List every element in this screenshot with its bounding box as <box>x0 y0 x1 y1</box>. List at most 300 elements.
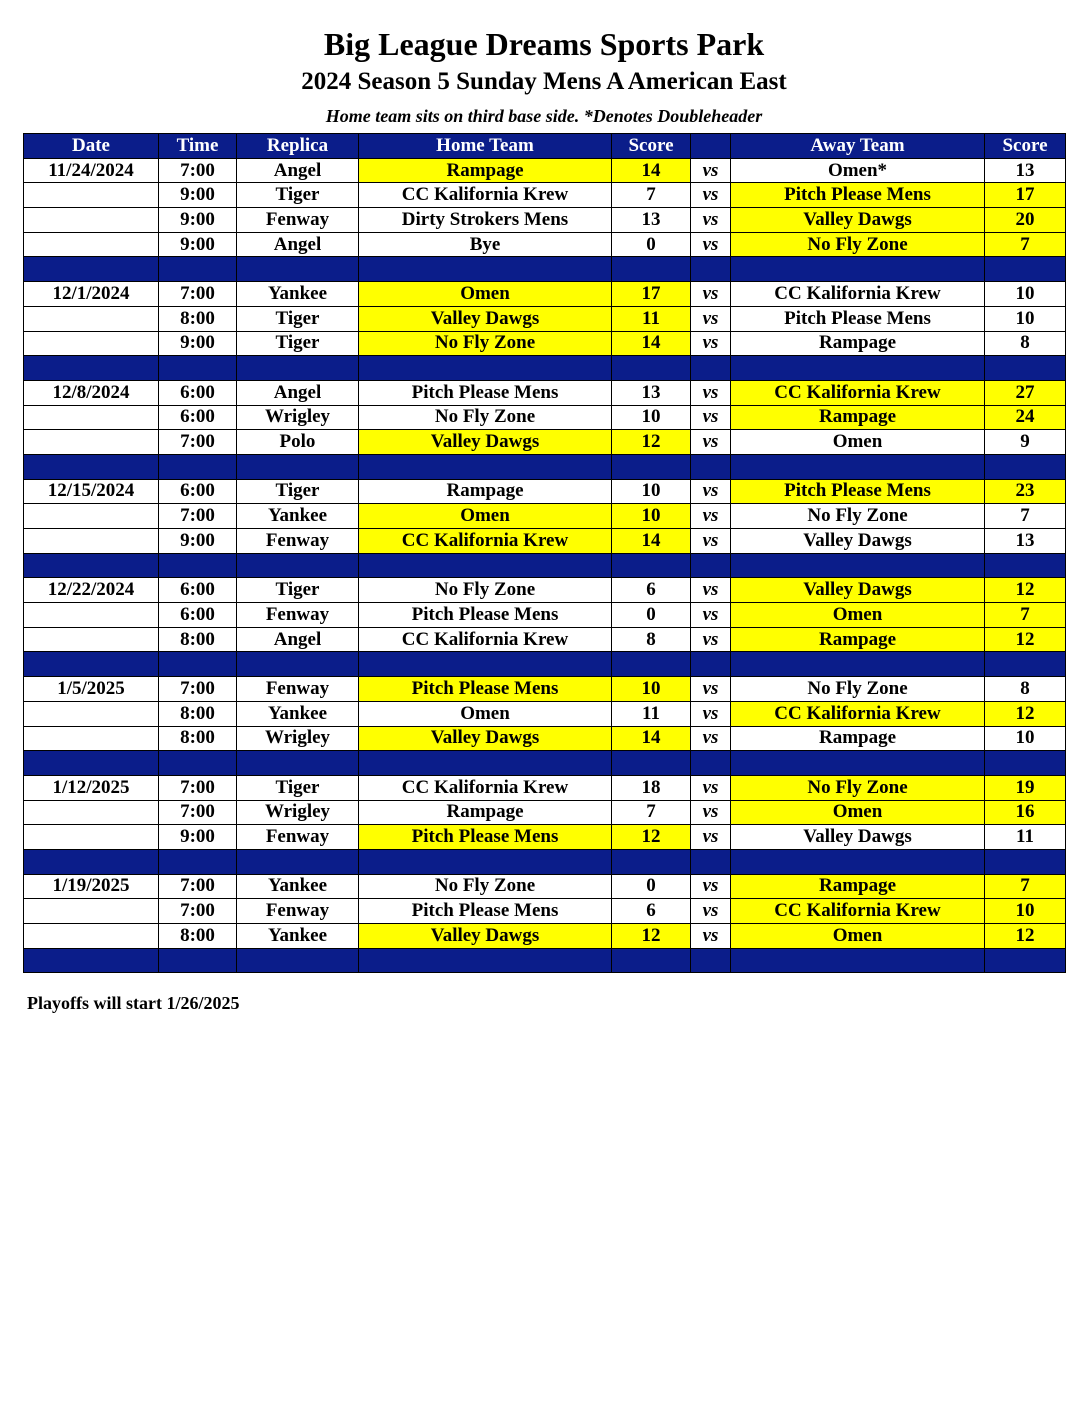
game-date: 12/1/2024 <box>24 282 159 307</box>
away-score: 16 <box>985 800 1066 825</box>
home-score: 6 <box>612 578 691 603</box>
game-replica: Fenway <box>237 529 359 554</box>
separator-cell <box>159 849 237 874</box>
schedule-table <box>23 133 1066 973</box>
week-separator-row <box>24 454 1066 479</box>
home-team: CC Kalifornia Krew <box>359 627 612 652</box>
game-date <box>24 232 159 257</box>
away-score: 27 <box>985 380 1066 405</box>
game-replica: Wrigley <box>237 800 359 825</box>
vs-label: vs <box>691 430 731 455</box>
week-separator-row <box>24 257 1066 282</box>
vs-label: vs <box>691 232 731 257</box>
vs-label: vs <box>691 578 731 603</box>
game-time: 9:00 <box>159 232 237 257</box>
separator-cell <box>612 948 691 973</box>
table-row <box>24 183 1066 208</box>
table-row <box>24 504 1066 529</box>
separator-cell <box>985 948 1066 973</box>
game-replica: Tiger <box>237 183 359 208</box>
away-score: 11 <box>985 825 1066 850</box>
home-score: 7 <box>612 183 691 208</box>
home-score: 13 <box>612 208 691 233</box>
separator-cell <box>237 751 359 776</box>
away-score: 7 <box>985 603 1066 628</box>
table-row <box>24 331 1066 356</box>
table-row <box>24 924 1066 949</box>
away-team: Rampage <box>731 331 985 356</box>
away-team: Omen <box>731 430 985 455</box>
table-row <box>24 701 1066 726</box>
home-score: 10 <box>612 677 691 702</box>
vs-label: vs <box>691 529 731 554</box>
schedule-body <box>24 158 1066 973</box>
separator-cell <box>985 751 1066 776</box>
away-score: 24 <box>985 405 1066 430</box>
separator-cell <box>24 257 159 282</box>
away-team: Omen <box>731 603 985 628</box>
game-time: 6:00 <box>159 578 237 603</box>
game-time: 8:00 <box>159 306 237 331</box>
game-time: 6:00 <box>159 380 237 405</box>
home-score: 14 <box>612 158 691 183</box>
home-score: 0 <box>612 874 691 899</box>
game-replica: Polo <box>237 430 359 455</box>
header-vs <box>691 134 731 159</box>
vs-label: vs <box>691 380 731 405</box>
game-date <box>24 183 159 208</box>
game-date: 12/8/2024 <box>24 380 159 405</box>
game-date <box>24 627 159 652</box>
separator-cell <box>359 652 612 677</box>
game-replica: Yankee <box>237 924 359 949</box>
table-header-row <box>24 134 1066 159</box>
home-team: Pitch Please Mens <box>359 380 612 405</box>
game-date: 1/19/2025 <box>24 874 159 899</box>
header-date: Date <box>24 134 159 159</box>
home-score: 14 <box>612 726 691 751</box>
vs-label: vs <box>691 282 731 307</box>
game-time: 7:00 <box>159 874 237 899</box>
game-time: 7:00 <box>159 158 237 183</box>
game-replica: Yankee <box>237 282 359 307</box>
game-time: 8:00 <box>159 627 237 652</box>
away-team: Valley Dawgs <box>731 208 985 233</box>
game-replica: Tiger <box>237 775 359 800</box>
home-team: CC Kalifornia Krew <box>359 775 612 800</box>
table-row <box>24 529 1066 554</box>
home-team: Rampage <box>359 800 612 825</box>
home-score: 11 <box>612 701 691 726</box>
home-score: 10 <box>612 504 691 529</box>
away-score: 10 <box>985 306 1066 331</box>
home-team: Valley Dawgs <box>359 924 612 949</box>
vs-label: vs <box>691 504 731 529</box>
home-score: 12 <box>612 430 691 455</box>
table-row <box>24 627 1066 652</box>
game-time: 9:00 <box>159 331 237 356</box>
game-date <box>24 603 159 628</box>
home-team: No Fly Zone <box>359 405 612 430</box>
home-score: 0 <box>612 232 691 257</box>
game-replica: Wrigley <box>237 405 359 430</box>
separator-cell <box>612 849 691 874</box>
vs-label: vs <box>691 924 731 949</box>
away-team: Rampage <box>731 627 985 652</box>
vs-label: vs <box>691 306 731 331</box>
home-team: Valley Dawgs <box>359 306 612 331</box>
table-row <box>24 430 1066 455</box>
game-date <box>24 331 159 356</box>
separator-cell <box>24 652 159 677</box>
home-score: 10 <box>612 479 691 504</box>
table-row <box>24 825 1066 850</box>
game-time: 7:00 <box>159 899 237 924</box>
away-team: No Fly Zone <box>731 232 985 257</box>
home-team: Pitch Please Mens <box>359 899 612 924</box>
game-replica: Tiger <box>237 331 359 356</box>
separator-cell <box>691 948 731 973</box>
away-team: Pitch Please Mens <box>731 479 985 504</box>
game-replica: Angel <box>237 158 359 183</box>
vs-label: vs <box>691 627 731 652</box>
away-team: Valley Dawgs <box>731 825 985 850</box>
game-replica: Angel <box>237 380 359 405</box>
week-separator-row <box>24 948 1066 973</box>
separator-cell <box>612 257 691 282</box>
separator-cell <box>359 257 612 282</box>
vs-label: vs <box>691 603 731 628</box>
game-replica: Tiger <box>237 578 359 603</box>
separator-cell <box>237 356 359 381</box>
game-date <box>24 208 159 233</box>
game-time: 6:00 <box>159 479 237 504</box>
table-row <box>24 306 1066 331</box>
home-team: Pitch Please Mens <box>359 677 612 702</box>
game-date: 12/22/2024 <box>24 578 159 603</box>
separator-cell <box>985 849 1066 874</box>
separator-cell <box>24 751 159 776</box>
table-row <box>24 405 1066 430</box>
separator-cell <box>159 751 237 776</box>
separator-cell <box>159 454 237 479</box>
table-row <box>24 208 1066 233</box>
table-row <box>24 158 1066 183</box>
separator-cell <box>237 652 359 677</box>
away-team: Pitch Please Mens <box>731 306 985 331</box>
table-row <box>24 677 1066 702</box>
game-date <box>24 701 159 726</box>
separator-cell <box>985 454 1066 479</box>
separator-cell <box>731 257 985 282</box>
separator-cell <box>731 849 985 874</box>
page-subtitle: 2024 Season 5 Sunday Mens A American East <box>301 68 787 95</box>
game-replica: Angel <box>237 232 359 257</box>
separator-cell <box>359 751 612 776</box>
game-date <box>24 800 159 825</box>
separator-cell <box>691 454 731 479</box>
away-score: 17 <box>985 183 1066 208</box>
week-separator-row <box>24 849 1066 874</box>
game-time: 8:00 <box>159 924 237 949</box>
table-row <box>24 479 1066 504</box>
away-score: 20 <box>985 208 1066 233</box>
game-replica: Wrigley <box>237 726 359 751</box>
game-replica: Fenway <box>237 208 359 233</box>
separator-cell <box>237 553 359 578</box>
vs-label: vs <box>691 158 731 183</box>
away-score: 12 <box>985 578 1066 603</box>
separator-cell <box>24 948 159 973</box>
header-away-score: Score <box>985 134 1066 159</box>
home-team: CC Kalifornia Krew <box>359 529 612 554</box>
vs-label: vs <box>691 800 731 825</box>
home-team: No Fly Zone <box>359 331 612 356</box>
vs-label: vs <box>691 775 731 800</box>
away-team: Omen* <box>731 158 985 183</box>
separator-cell <box>612 652 691 677</box>
week-separator-row <box>24 356 1066 381</box>
separator-cell <box>359 849 612 874</box>
separator-cell <box>24 553 159 578</box>
away-score: 7 <box>985 874 1066 899</box>
home-team: Omen <box>359 282 612 307</box>
game-time: 9:00 <box>159 529 237 554</box>
game-time: 7:00 <box>159 430 237 455</box>
separator-cell <box>731 948 985 973</box>
game-time: 9:00 <box>159 208 237 233</box>
table-row <box>24 899 1066 924</box>
away-team: Rampage <box>731 405 985 430</box>
separator-cell <box>359 356 612 381</box>
separator-cell <box>237 454 359 479</box>
separator-cell <box>691 356 731 381</box>
game-time: 7:00 <box>159 677 237 702</box>
game-date: 1/5/2025 <box>24 677 159 702</box>
week-separator-row <box>24 751 1066 776</box>
home-score: 14 <box>612 529 691 554</box>
away-team: CC Kalifornia Krew <box>731 282 985 307</box>
game-replica: Yankee <box>237 701 359 726</box>
table-row <box>24 775 1066 800</box>
game-replica: Tiger <box>237 479 359 504</box>
table-row <box>24 380 1066 405</box>
separator-cell <box>159 553 237 578</box>
away-score: 10 <box>985 282 1066 307</box>
game-date <box>24 726 159 751</box>
separator-cell <box>731 454 985 479</box>
away-score: 8 <box>985 677 1066 702</box>
vs-label: vs <box>691 701 731 726</box>
table-row <box>24 282 1066 307</box>
separator-cell <box>985 553 1066 578</box>
separator-cell <box>159 652 237 677</box>
away-score: 9 <box>985 430 1066 455</box>
page-title: Big League Dreams Sports Park <box>323 26 765 62</box>
separator-cell <box>237 948 359 973</box>
away-team: CC Kalifornia Krew <box>731 701 985 726</box>
separator-cell <box>731 652 985 677</box>
separator-cell <box>24 356 159 381</box>
vs-label: vs <box>691 825 731 850</box>
game-date <box>24 306 159 331</box>
separator-cell <box>159 257 237 282</box>
away-team: Omen <box>731 924 985 949</box>
vs-label: vs <box>691 405 731 430</box>
header-replica: Replica <box>237 134 359 159</box>
separator-cell <box>731 751 985 776</box>
separator-cell <box>159 356 237 381</box>
separator-cell <box>691 553 731 578</box>
home-team: Pitch Please Mens <box>359 825 612 850</box>
separator-cell <box>237 257 359 282</box>
home-score: 12 <box>612 924 691 949</box>
game-date <box>24 924 159 949</box>
table-row <box>24 603 1066 628</box>
game-time: 9:00 <box>159 825 237 850</box>
home-team: Pitch Please Mens <box>359 603 612 628</box>
schedule-note: Home team sits on third base side. *Denotes Doubleheader <box>325 106 763 126</box>
away-score: 23 <box>985 479 1066 504</box>
away-team: Pitch Please Mens <box>731 183 985 208</box>
home-score: 11 <box>612 306 691 331</box>
playoffs-note: Playoffs will start 1/26/2025 <box>27 993 240 1013</box>
away-team: Valley Dawgs <box>731 578 985 603</box>
away-score: 7 <box>985 504 1066 529</box>
header-home-score: Score <box>612 134 691 159</box>
game-replica: Yankee <box>237 874 359 899</box>
separator-cell <box>237 849 359 874</box>
home-score: 14 <box>612 331 691 356</box>
game-date: 12/15/2024 <box>24 479 159 504</box>
home-team: Rampage <box>359 158 612 183</box>
vs-label: vs <box>691 183 731 208</box>
away-team: No Fly Zone <box>731 504 985 529</box>
away-team: Rampage <box>731 874 985 899</box>
game-time: 9:00 <box>159 183 237 208</box>
home-team: No Fly Zone <box>359 578 612 603</box>
game-replica: Fenway <box>237 825 359 850</box>
vs-label: vs <box>691 874 731 899</box>
separator-cell <box>612 751 691 776</box>
away-score: 8 <box>985 331 1066 356</box>
separator-cell <box>359 454 612 479</box>
home-team: CC Kalifornia Krew <box>359 183 612 208</box>
away-score: 12 <box>985 924 1066 949</box>
separator-cell <box>359 948 612 973</box>
table-row <box>24 578 1066 603</box>
home-score: 13 <box>612 380 691 405</box>
game-time: 7:00 <box>159 282 237 307</box>
separator-cell <box>612 553 691 578</box>
separator-cell <box>612 356 691 381</box>
vs-label: vs <box>691 331 731 356</box>
away-score: 12 <box>985 627 1066 652</box>
away-score: 19 <box>985 775 1066 800</box>
away-score: 12 <box>985 701 1066 726</box>
home-score: 6 <box>612 899 691 924</box>
week-separator-row <box>24 553 1066 578</box>
game-time: 7:00 <box>159 504 237 529</box>
game-date <box>24 899 159 924</box>
separator-cell <box>691 849 731 874</box>
vs-label: vs <box>691 726 731 751</box>
game-replica: Fenway <box>237 603 359 628</box>
game-date: 1/12/2025 <box>24 775 159 800</box>
home-team: Valley Dawgs <box>359 430 612 455</box>
home-team: Valley Dawgs <box>359 726 612 751</box>
game-date <box>24 405 159 430</box>
away-team: No Fly Zone <box>731 677 985 702</box>
game-replica: Fenway <box>237 677 359 702</box>
game-replica: Fenway <box>237 899 359 924</box>
home-score: 10 <box>612 405 691 430</box>
game-date <box>24 529 159 554</box>
home-score: 8 <box>612 627 691 652</box>
home-team: Omen <box>359 701 612 726</box>
separator-cell <box>731 553 985 578</box>
away-team: Rampage <box>731 726 985 751</box>
vs-label: vs <box>691 677 731 702</box>
game-time: 8:00 <box>159 701 237 726</box>
home-team: Dirty Strokers Mens <box>359 208 612 233</box>
home-score: 18 <box>612 775 691 800</box>
game-time: 7:00 <box>159 800 237 825</box>
separator-cell <box>24 454 159 479</box>
separator-cell <box>24 849 159 874</box>
separator-cell <box>691 751 731 776</box>
vs-label: vs <box>691 899 731 924</box>
separator-cell <box>612 454 691 479</box>
table-row <box>24 800 1066 825</box>
home-team: Bye <box>359 232 612 257</box>
game-time: 8:00 <box>159 726 237 751</box>
separator-cell <box>691 652 731 677</box>
game-time: 6:00 <box>159 405 237 430</box>
separator-cell <box>159 948 237 973</box>
game-date: 11/24/2024 <box>24 158 159 183</box>
game-date <box>24 430 159 455</box>
table-row <box>24 232 1066 257</box>
game-replica: Angel <box>237 627 359 652</box>
home-score: 12 <box>612 825 691 850</box>
separator-cell <box>985 652 1066 677</box>
away-score: 10 <box>985 726 1066 751</box>
game-time: 7:00 <box>159 775 237 800</box>
game-replica: Yankee <box>237 504 359 529</box>
separator-cell <box>985 257 1066 282</box>
game-date <box>24 504 159 529</box>
away-team: CC Kalifornia Krew <box>731 899 985 924</box>
away-score: 13 <box>985 158 1066 183</box>
game-time: 6:00 <box>159 603 237 628</box>
home-team: Rampage <box>359 479 612 504</box>
game-replica: Tiger <box>237 306 359 331</box>
week-separator-row <box>24 652 1066 677</box>
away-team: CC Kalifornia Krew <box>731 380 985 405</box>
vs-label: vs <box>691 479 731 504</box>
vs-label: vs <box>691 208 731 233</box>
home-score: 0 <box>612 603 691 628</box>
away-team: No Fly Zone <box>731 775 985 800</box>
home-score: 7 <box>612 800 691 825</box>
away-score: 7 <box>985 232 1066 257</box>
separator-cell <box>985 356 1066 381</box>
away-team: Omen <box>731 800 985 825</box>
away-score: 13 <box>985 529 1066 554</box>
away-score: 10 <box>985 899 1066 924</box>
home-team: No Fly Zone <box>359 874 612 899</box>
